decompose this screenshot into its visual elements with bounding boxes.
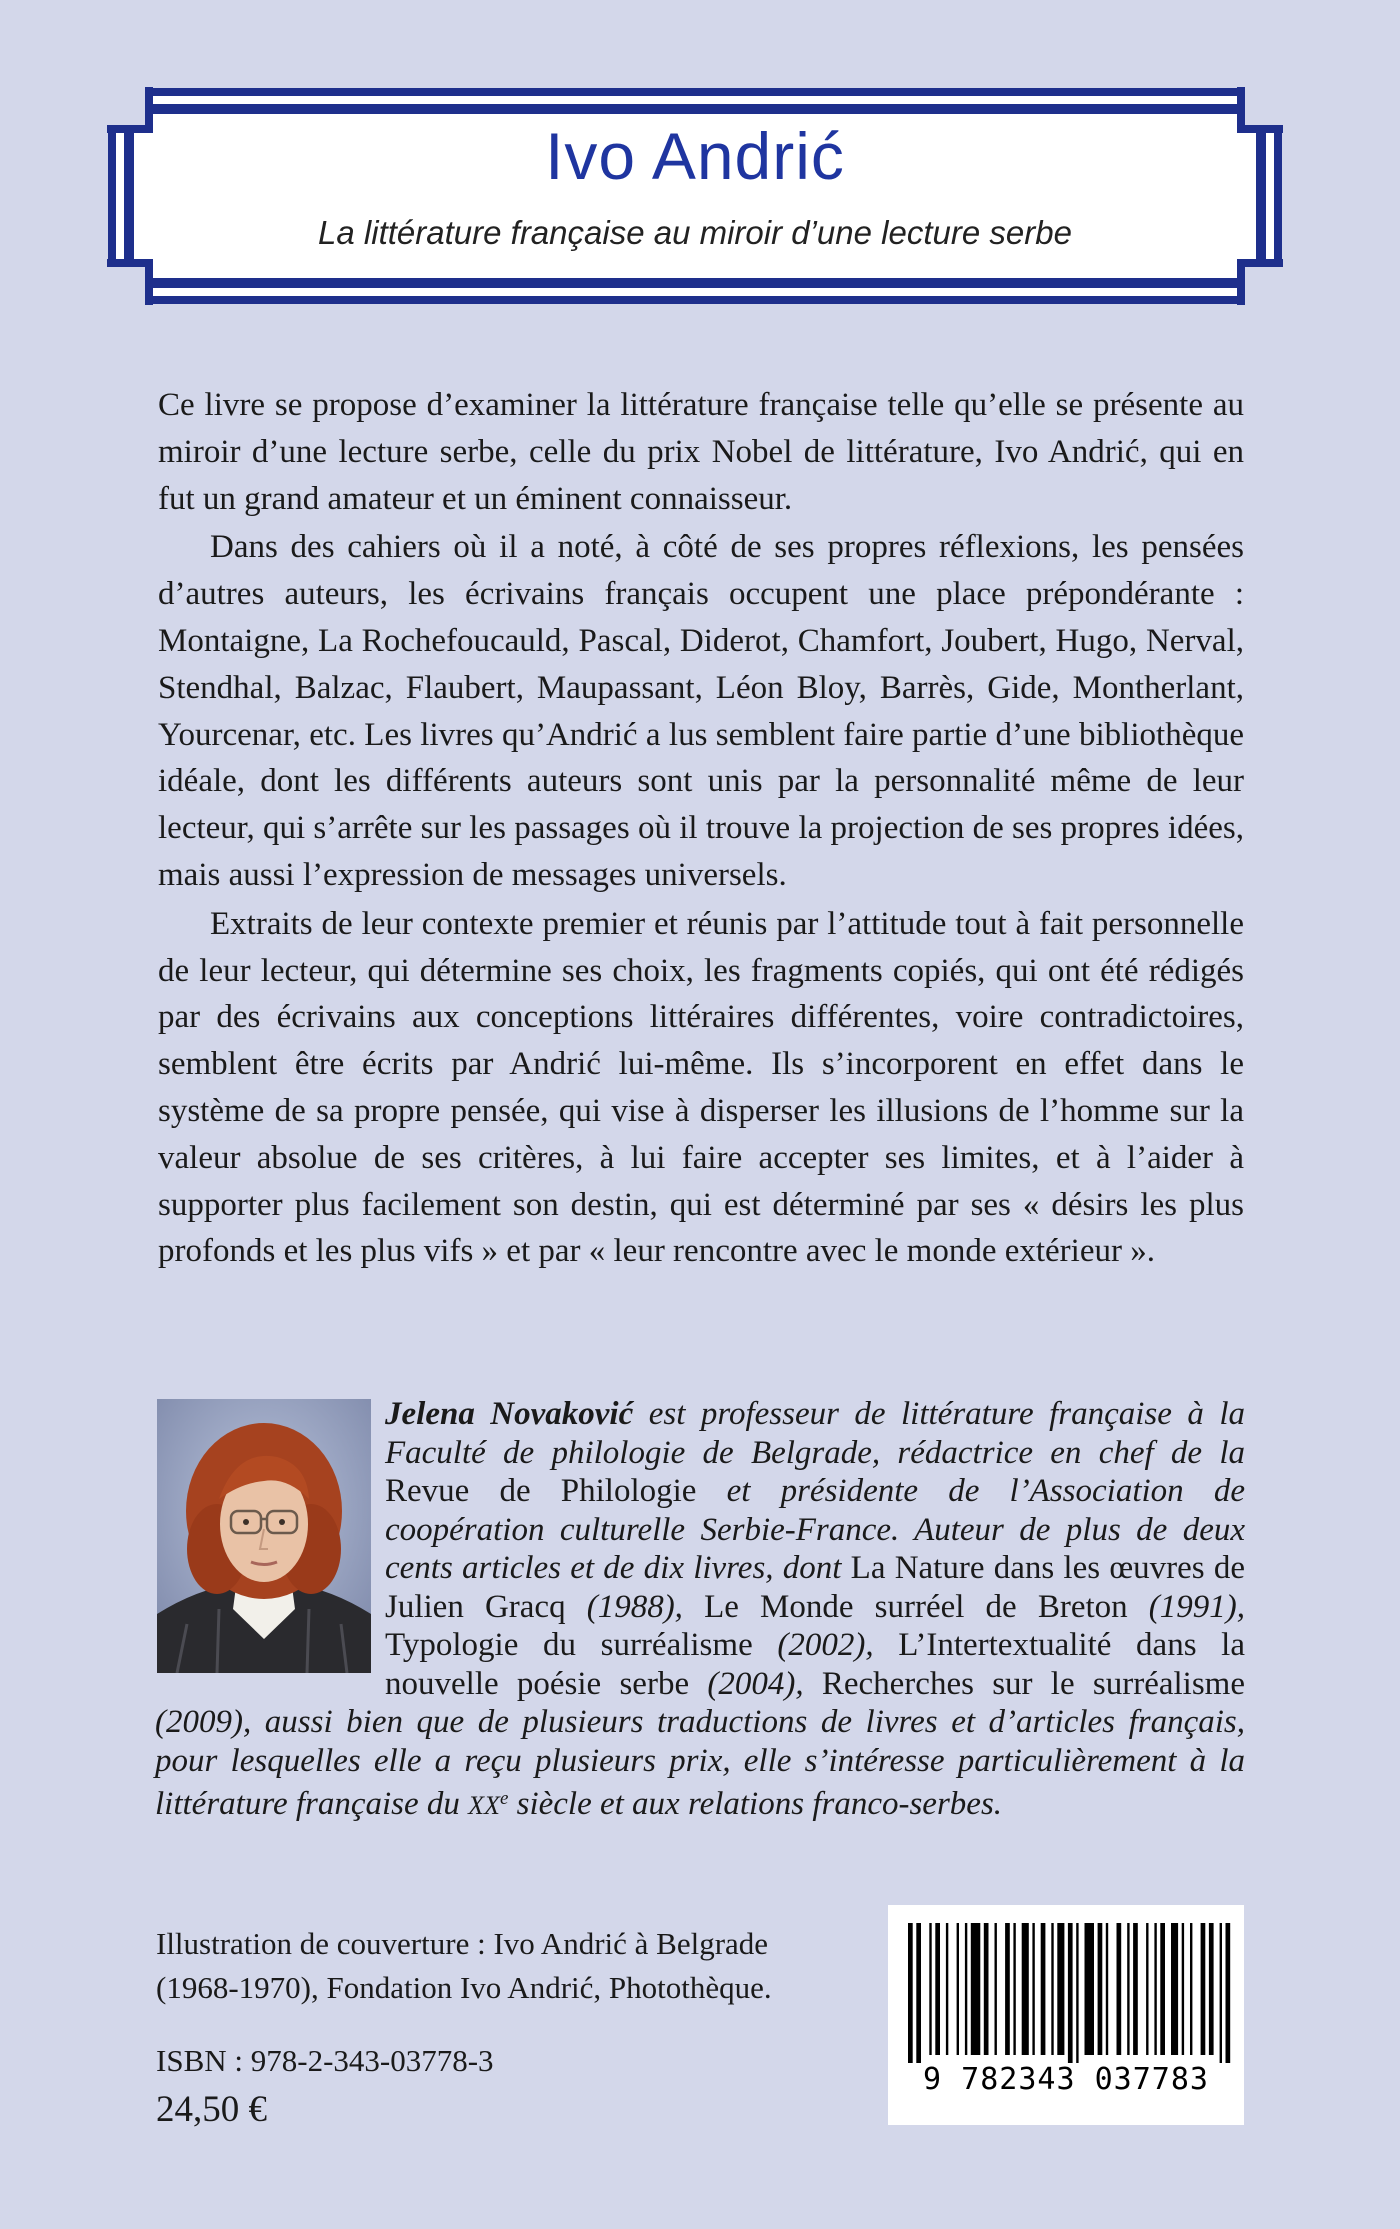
barcode-bar	[1076, 1923, 1078, 2063]
frame-corner-notch	[1237, 87, 1283, 133]
title-panel	[134, 114, 1256, 278]
book-year: (1988),	[565, 1588, 705, 1625]
bio-text: siècle et aux relations franco-serbes.	[508, 1786, 1003, 1822]
cover-credit: Illustration de couverture : Ivo Andrić à Belgrade (1968-1970), Fondation Ivo Andrić, Photothèque.	[156, 1926, 772, 2005]
synopsis-paragraph: Ce livre se propose d’examiner la littérature française telle qu’elle se présente au miroir d’une lecture serbe, celle du prix Nobel de littérature, Ivo Andrić, qui en fut un grand amateur et un éminent connaisseur.	[158, 387, 1244, 517]
barcode-bar	[1201, 1923, 1206, 2055]
author-name: Jelena Novaković	[385, 1396, 634, 1432]
bio-text: et présidente de l’Association de coopération culturelle Serbie-France. Auteur de plus de deux cents articles et de dix livres, dont	[385, 1473, 1245, 1586]
book-year: (2004),	[689, 1665, 822, 1702]
barcode-bar	[1182, 1923, 1184, 2055]
barcode-bar	[1117, 1923, 1122, 2055]
bio-text: est professeur de littérature française à la Faculté de philologie de Belgrade, rédactrice en chef de la	[385, 1396, 1245, 1471]
barcode-bar	[946, 1923, 948, 2055]
barcode-bar	[965, 1923, 967, 2055]
book-subtitle: La littérature française au miroir d’une lecture serbe	[318, 214, 1072, 251]
barcode-bar	[1127, 1923, 1129, 2055]
century-numeral: XX	[468, 1791, 500, 1820]
price: 24,50 €	[156, 2089, 267, 2130]
synopsis	[158, 382, 1244, 1275]
book-title-4: L’Intertextualité dans la nouvelle poésie serbe	[385, 1627, 1245, 1702]
barcode-bar	[971, 1923, 981, 2055]
title-frame	[108, 88, 1282, 304]
barcode-bar	[1106, 1923, 1108, 2055]
book-year: (2002),	[752, 1627, 899, 1663]
barcode-bar	[1154, 1923, 1156, 2055]
barcode-bar	[1160, 1923, 1165, 2055]
book-title-3: Typologie du surréalisme	[385, 1627, 753, 1663]
barcode-bar	[1022, 1923, 1029, 2055]
century-superscript: e	[499, 1788, 509, 1809]
author-bio	[155, 1395, 1245, 1826]
barcode-bar	[1190, 1923, 1192, 2055]
journal-title: Revue de Philologie	[385, 1473, 697, 1509]
frame-corner-notch	[1237, 259, 1283, 305]
photo-spacer	[155, 1395, 385, 1673]
barcode-bar	[1226, 1923, 1231, 2063]
barcode-bar	[1085, 1923, 1095, 2055]
book-title-5: Recherches sur le surréalisme	[821, 1665, 1245, 1702]
book-title-2: Le Monde surréel de Breton	[704, 1588, 1128, 1625]
barcode-bar	[1032, 1923, 1034, 2055]
barcode-bar	[1057, 1923, 1064, 2055]
book-year: (2009),	[155, 1704, 265, 1740]
bio-text: aussi bien que de plusieurs traductions de livres et d’articles français, pour lesquelles elle a reçu plusieurs prix, elle s’intéresse particulièrement à la littérature française du	[155, 1704, 1245, 1822]
frame-corner-notch	[107, 259, 153, 305]
barcode-bar	[1068, 1923, 1073, 2063]
barcode-bar	[916, 1923, 921, 2063]
barcode-bar	[1041, 1923, 1046, 2055]
barcode	[888, 1905, 1244, 2125]
book-title-1: La Nature dans les œuvres de Julien Gracq	[385, 1550, 1245, 1625]
barcode-bar	[1171, 1923, 1178, 2055]
book-title: Ivo Andrić	[545, 119, 845, 193]
barcode-bar	[908, 1923, 913, 2063]
barcode-bar	[1209, 1923, 1214, 2055]
barcode-bar	[1220, 1923, 1222, 2063]
barcode-bar	[1098, 1923, 1103, 2055]
barcode-bar	[984, 1923, 989, 2055]
barcode-digits: 9 782343 037783	[923, 2062, 1209, 2097]
barcode-bar	[929, 1923, 931, 2055]
book-year: (1991),	[1127, 1588, 1245, 1625]
barcode-bar	[935, 1923, 940, 2055]
frame-corner-notch	[107, 87, 153, 133]
barcode-bar	[1013, 1923, 1015, 2055]
synopsis-paragraph: Extraits de leur contexte premier et réunis par l’attitude tout à fait personnelle de leur lecteur, qui détermine ses choix, les fragments copiés, qui ont été rédigés par des écrivains aux conceptions littéraires différentes, voire contradictoires, semblent être écrits par Andrić lui-même. Ils s’incorporent en effet dans le système de sa propre pensée, qui vise à disperser les illusions de l’homme sur la valeur absolue de ses critères, à lui faire accepter ses limites, et à l’aider à supporter plus facilement son destin, qui est déterminé par ses « désirs les plus profonds et les plus vifs » et par « leur rencontre avec le monde extérieur ».	[158, 905, 1244, 1270]
barcode-bar	[1005, 1923, 1010, 2055]
barcode-bar	[1051, 1923, 1053, 2055]
barcode-bar	[995, 1923, 997, 2055]
synopsis-paragraph: Dans des cahiers où il a noté, à côté de ses propres réflexions, les pensées d’autres auteurs, les écrivains français occupent une place prépondérante : Montaigne, La Rochefoucauld, Pascal, Diderot, Chamfort, Joubert, Hugo, Nerval, Stendhal, Balzac, Flaubert, Maupassant, Léon Bloy, Barrès, Gide, Montherlant, Yourcenar, etc. Les livres qu’Andrić a lus semblent faire partie d’une bibliothèque idéale, dont les différents auteurs sont unis par la personnalité même de leur lecteur, qui s’arrête sur les passages où il trouve la projection de ses propres idées, mais aussi l’expression de messages universels.	[158, 529, 1244, 893]
barcode-bar	[1133, 1923, 1138, 2055]
barcode-bar	[1146, 1923, 1148, 2055]
isbn: ISBN : 978-2-343-03778-3	[156, 2043, 494, 2078]
barcode-bar	[957, 1923, 959, 2055]
